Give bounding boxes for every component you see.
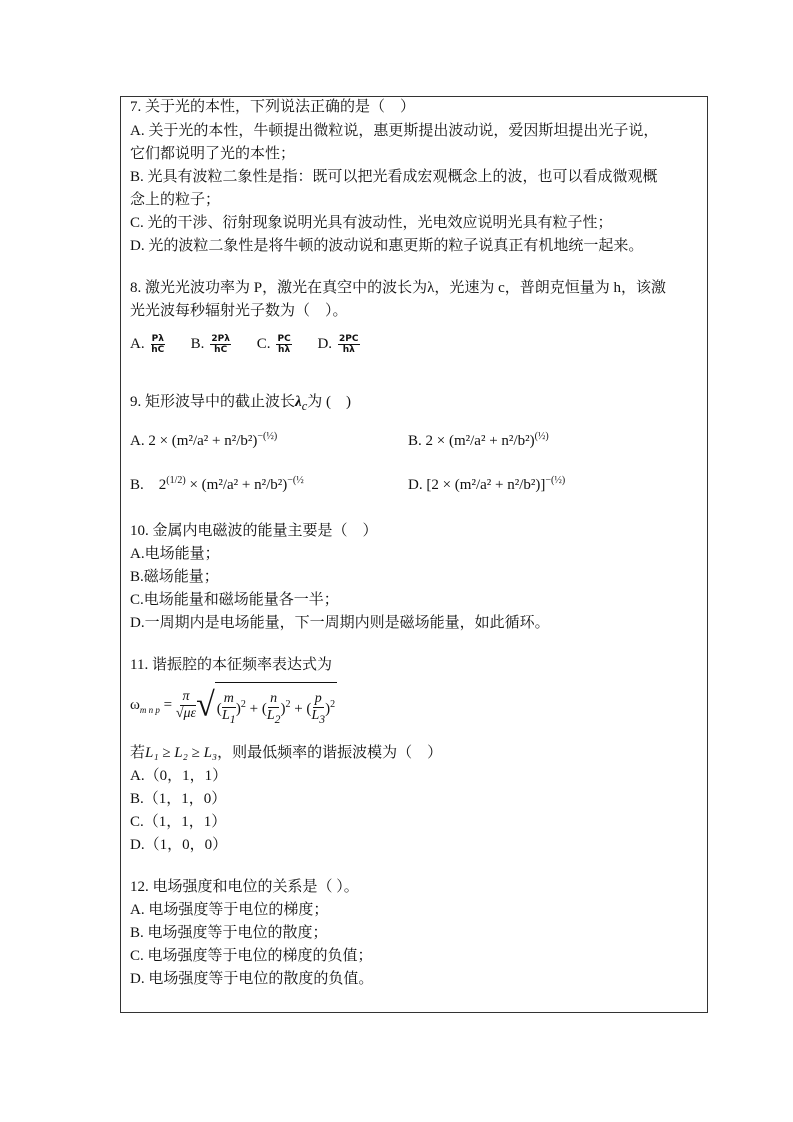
q8-option-b: B. $\frac{2P\lambda}{hC}$ — [190, 334, 230, 356]
q7-title: 7. 关于光的本性，下列说法正确的是（ ） — [130, 99, 416, 115]
q8-title-cont: 光光波每秒辐射光子数为（ ）。 — [130, 303, 348, 319]
q10-option-a: A.电场能量； — [130, 546, 220, 562]
q7-option-a-cont: 它们都说明了光的本性； — [130, 146, 296, 162]
q12-option-a: A. 电场强度等于电位的梯度； — [130, 902, 329, 918]
q9-option-a: A. $2 \times (m^2/a^2 + n^2/b^2)^{-(\frac{1}{2})}$ — [130, 431, 278, 449]
q11-condition: 若L₁ ≥ L₂ ≥ L₃，则最低频率的谐振波模为（ ） — [130, 745, 443, 761]
q7-option-d: D. 光的波粒二象性是将牛顿的波动说和惠更斯的粒子说真正有机地统一起来。 — [130, 238, 644, 254]
q11-formula: $\omega_{m n p}$ = $\frac{\pi}{√\mu\varepsilon}$ √( $\frac{m}{L_1}$ )$^2$ + ( $\frac{n}{L_2}$ )$^2$ + ( $\frac{p}{L_3}$ )$^2$ — [130, 682, 337, 730]
q10-option-d: D.一周期内是电场能量，下一周期内则是磁场能量，如此循环。 — [130, 615, 550, 631]
q10-option-c: C.电场能量和磁场能量各一半； — [130, 592, 339, 608]
q10-option-b: B.磁场能量； — [130, 569, 219, 585]
q9-title: 9. 矩形波导中的截止波长$\lambda_c$为 ( ) — [130, 394, 351, 413]
q8-option-a: A. $\frac{P\lambda}{hC}$ — [130, 334, 165, 356]
q11-option-a: A.（0，1，1） — [130, 768, 228, 784]
q7-option-b-cont: 念上的粒子； — [130, 192, 221, 208]
q11-title: 11. 谐振腔的本征频率表达式为 — [130, 657, 332, 673]
q9-option-c: B. $2^{(1/2)} \times (m^2/a^2 + n^2/b^2)^{-(\frac{1}{2}}$ — [130, 475, 304, 493]
q12-option-b: B. 电场强度等于电位的散度； — [130, 925, 328, 941]
q11-option-d: D.（1，0，0） — [130, 837, 228, 853]
q9-option-d: D. $[2 \times (m^2/a^2 + n^2/b^2)]^{-(\frac{1}{2})}$ — [408, 475, 566, 493]
q8-option-c: C. $\frac{PC}{h\lambda}$ — [256, 334, 291, 356]
q8-option-d: D. $\frac{2PC}{h\lambda}$ — [317, 334, 359, 356]
q9-option-b: B. $2 \times (m^2/a^2 + n^2/b^2)^{(\frac{1}{2})}$ — [408, 431, 549, 449]
q12-option-d: D. 电场强度等于电位的散度的负值。 — [130, 971, 374, 987]
q7-option-c: C. 光的干涉、衍射现象说明光具有波动性，光电效应说明光具有粒子性； — [130, 215, 613, 231]
q8-options — [130, 334, 382, 355]
q12-title: 12. 电场强度和电位的关系是（ ）。 — [130, 879, 359, 895]
q10-title: 10. 金属内电磁波的能量主要是（ ） — [130, 523, 378, 539]
q8-title: 8. 激光光波功率为 P，激光在真空中的波长为λ，光速为 c，普朗克恒量为 h，该激 — [130, 280, 667, 296]
q7-option-b: B. 光具有波粒二象性是指：既可以把光看成宏观概念上的波，也可以看成微观概 — [130, 169, 658, 185]
q12-option-c: C. 电场强度等于电位的梯度的负值； — [130, 948, 373, 964]
q7-option-a: A. 关于光的本性，牛顿提出微粒说，惠更斯提出波动说，爱因斯坦提出光子说， — [130, 123, 659, 139]
q11-option-c: C.（1，1，1） — [130, 814, 227, 830]
q11-option-b: B.（1，1，0） — [130, 791, 227, 807]
